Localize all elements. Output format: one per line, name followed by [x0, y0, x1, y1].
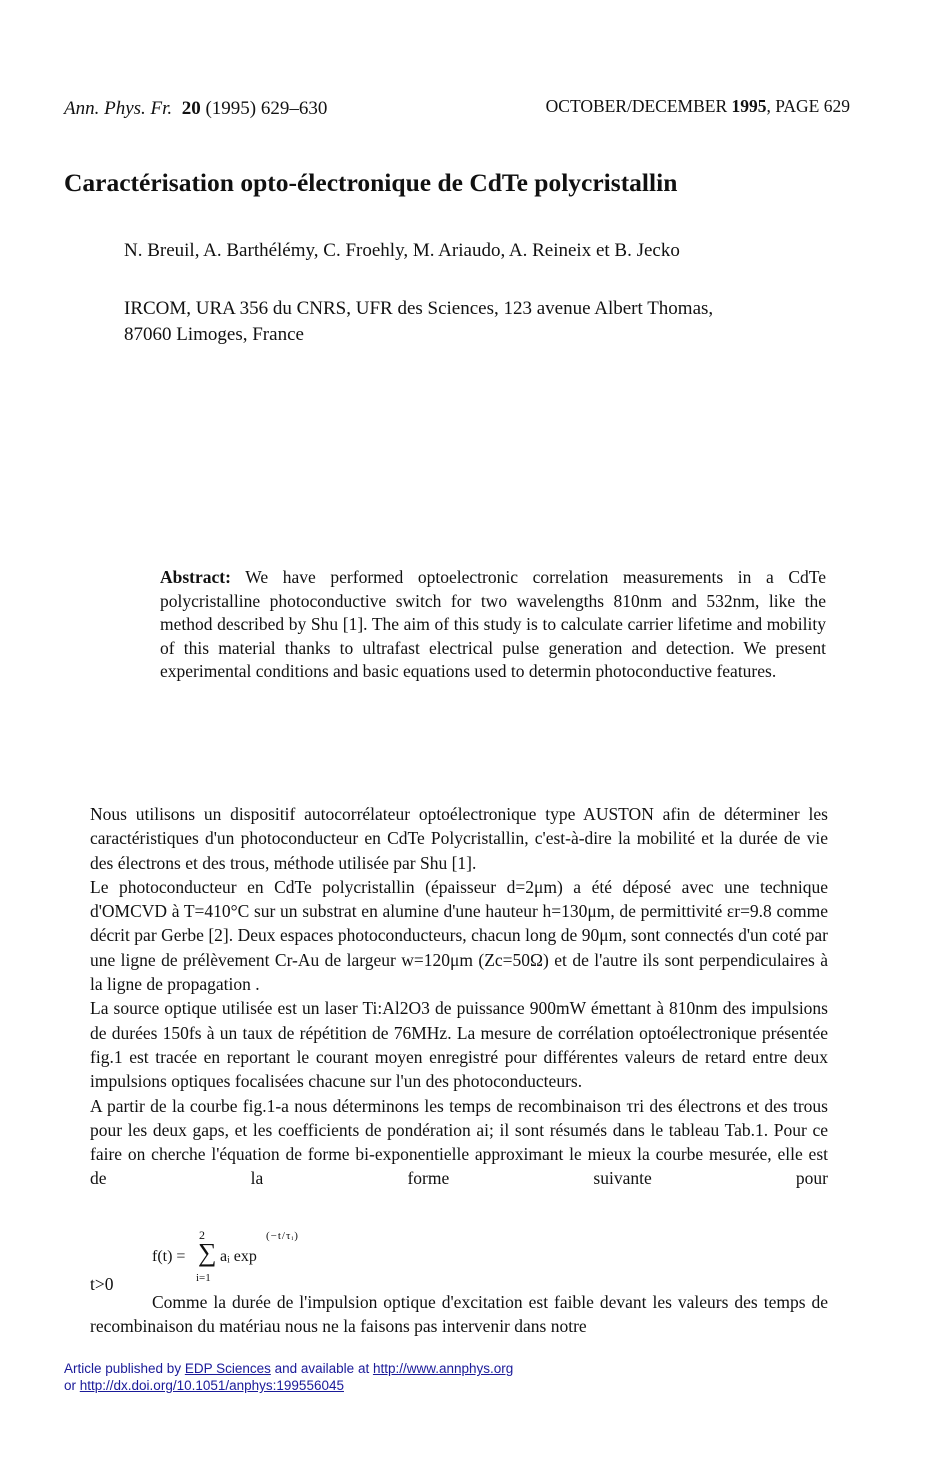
paragraph-2: Le photoconducteur en CdTe polycristallin (épaisseur d=2μm) a été déposé avec une technique d'OMCVD à T=410°C sur un substrat en alumine d'une hauteur h=130μm, de permittivité εr=9.8 comme décrit par Gerbe [2]. Deux espaces photoconducteurs, chacun long de 90μm, sont connectés d'un coté par une ligne de prélèvement Cr-Au de largeur w=120μm (Zc=50Ω) et de l'autre ils sont perpendiculaires à la ligne de propagation . — [90, 876, 828, 995]
footer-line-1 — [64, 1360, 513, 1377]
publisher-footer — [64, 1360, 513, 1394]
equation-lhs: f(t) = — [152, 1248, 186, 1265]
body-text — [90, 802, 828, 1191]
page-number: , PAGE 629 — [766, 96, 850, 116]
journal-name: Ann. Phys. Fr. — [64, 98, 173, 119]
abstract-text: We have performed optoelectronic correlation measurements in a CdTe polycristalline photoconductive switch for two wavelengths 810nm and 532nm, like the method described by Shu [1]. The aim of this study is to calculate carrier lifetime and mobility of this material thanks to ultrafast electrical pulse generation and detection. We present experimental conditions and basic equations used to determin photoconductive features. — [160, 567, 827, 681]
issue-info — [546, 96, 850, 117]
abstract-label: Abstract: — [160, 567, 231, 587]
sum-lower-limit: i=1 — [196, 1272, 211, 1284]
journal-volume: 20 — [181, 98, 201, 119]
abstract — [160, 566, 826, 684]
issue-months: OCTOBER/DECEMBER — [545, 96, 728, 116]
journal-year-pages: (1995) 629–630 — [205, 98, 328, 119]
equation-condition: t>0 — [90, 1274, 114, 1294]
paragraph-1: Nous utilisons un dispositif autocorrélateur optoélectronique type AUSTON afin de déterminer les caractéristiques d'un photoconducteur en CdTe Polycristallin, c'est-à-dire la mobilité et la durée de vie des électrons et des trous, méthode utilisée par Shu [1]. — [90, 804, 828, 873]
paragraph-3: La source optique utilisée est un laser Ti:Al2O3 de puissance 900mW émettant à 810nm des impulsions de durées 150fs à un taux de répétition de 76MHz. La mesure de corrélation optoélectronique présentée fig.1 est tracée en reportant le courant moyen enregistré pour différentes valeurs de retard entre deux impulsions optiques focalisées chacune sur l'un des photoconducteurs. — [90, 998, 828, 1092]
equation-exponent: (−t/τᵢ) — [266, 1230, 299, 1242]
paragraph-5: Comme la durée de l'impulsion optique d'excitation est faible devant les valeurs des temps de recombinaison du matériau nous ne la faisons pas intervenir dans notre — [90, 1292, 828, 1337]
footer-mid: and available at — [270, 1361, 373, 1376]
paragraph-4: A partir de la courbe fig.1-a nous déterminons les temps de recombinaison τri des électrons et des trous pour les deux gaps, et les coefficients de pondération ai; il sont résumés dans le tableau Tab.1. Pour ce faire on cherche l'équation de forme bi-exponentielle approximant le mieux la courbe mesurée, elle est de la forme suivante pour — [90, 1095, 828, 1189]
journal-url-link[interactable]: http://www.annphys.org — [372, 1361, 514, 1376]
paper-title: Caractérisation opto-électronique de CdTe polycristallin — [64, 168, 678, 197]
footer-or: or — [64, 1378, 80, 1393]
publisher-link[interactable]: EDP Sciences — [184, 1361, 271, 1376]
footer-prefix: Article published by — [64, 1361, 185, 1376]
affiliation-line-1: IRCOM, URA 356 du CNRS, UFR des Sciences, 123 avenue Albert Thomas, — [124, 298, 714, 319]
issue-year: 1995 — [731, 96, 767, 116]
footer-line-2 — [64, 1377, 513, 1394]
body-text-continued — [90, 1290, 828, 1339]
journal-citation — [64, 98, 327, 120]
affiliation — [124, 296, 844, 348]
equation — [152, 1228, 352, 1290]
equation-term: aᵢ exp — [220, 1248, 257, 1265]
sum-symbol: ∑ — [198, 1238, 217, 1267]
sum-upper-limit: 2 — [199, 1228, 205, 1242]
doi-link[interactable]: http://dx.doi.org/10.1051/anphys:199556045 — [79, 1378, 344, 1393]
author-list: N. Breuil, A. Barthélémy, C. Froehly, M. Ariaudo, A. Reineix et B. Jecko — [124, 240, 680, 261]
affiliation-line-2: 87060 Limoges, France — [124, 324, 304, 345]
